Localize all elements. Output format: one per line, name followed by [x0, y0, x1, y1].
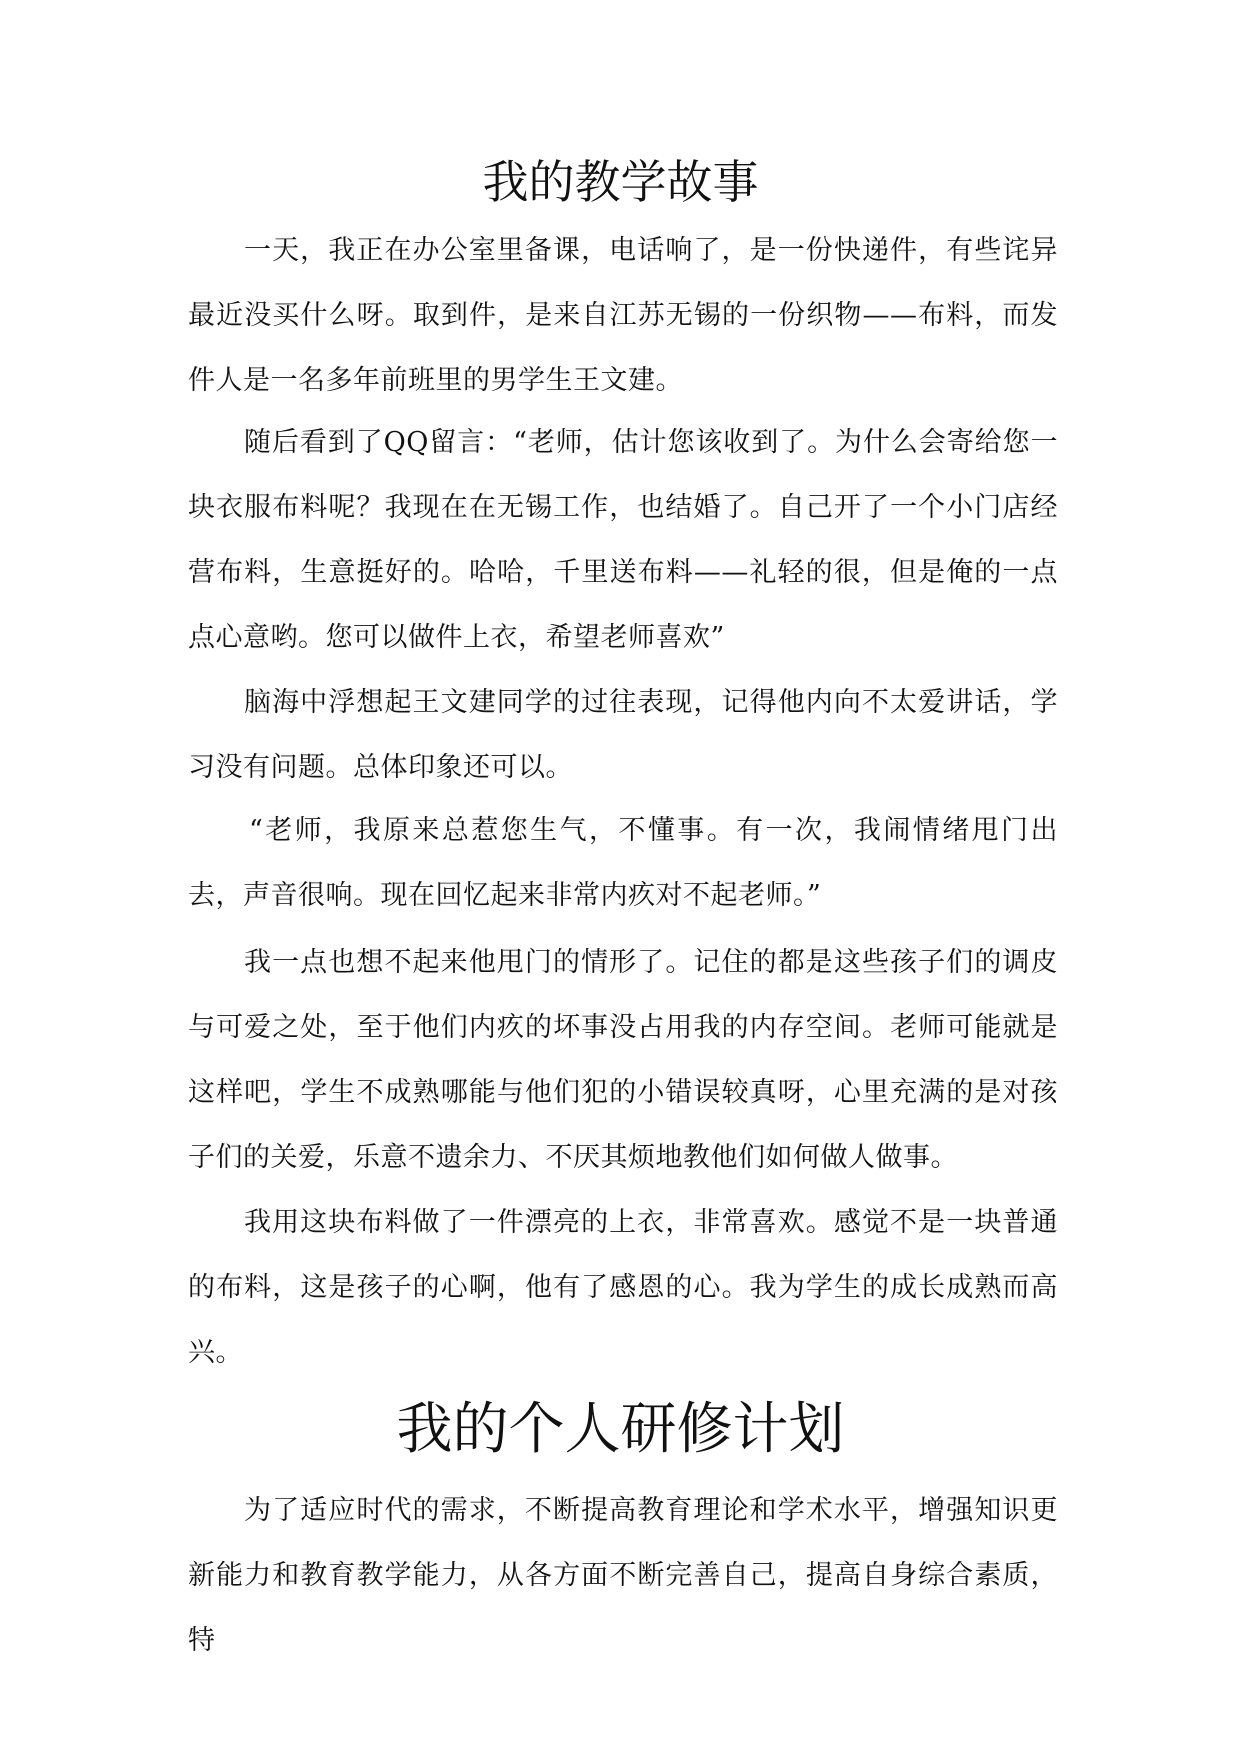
story-paragraph-6: 我用这块布料做了一件漂亮的上衣，非常喜欢。感觉不是一块普通的布料，这是孩子的心啊，他有了感恩的心。我为学生的成长成熟而高兴。 — [188, 1207, 1058, 1368]
story-paragraph-1: 一天，我正在办公室里备课，电话响了，是一份快递件，有些诧异最近没买什么呀。取到件，是来自江苏无锡的一份织物——布料，而发件人是一名多年前班里的男学生王文建。 — [188, 235, 1058, 396]
story-title: 我的教学故事 — [482, 155, 759, 209]
study-plan-title: 我的个人研修计划 — [396, 1397, 845, 1462]
story-paragraph-4: “老师，我原来总惹您生气，不懂事。有一次，我闹情绪甩门出去，声音很响。现在回忆起来非常内疚对不起老师。” — [188, 815, 1058, 911]
story-paragraph-3: 脑海中浮想起王文建同学的过往表现，记得他内向不太爱讲话，学习没有问题。总体印象还可以。 — [188, 687, 1058, 783]
study-plan-paragraph-1: 为了适应时代的需求，不断提高教育理论和学术水平，增强知识更新能力和教育教学能力，从各方面不断完善自己，提高自身综合素质，特 — [188, 1495, 1058, 1656]
story-paragraph-5: 我一点也想不起来他甩门的情形了。记住的都是这些孩子们的调皮与可爱之处，至于他们内疚的坏事没占用我的内存空间。老师可能就是这样吧，学生不成熟哪能与他们犯的小错误较真呀，心里充满的是对孩子们的关爱，乐意不遗余力、不厌其烦地教他们如何做人做事。 — [188, 947, 1058, 1173]
story-paragraph-2: 随后看到了QQ留言：“老师，估计您该收到了。为什么会寄给您一块衣服布料呢？我现在在无锡工作，也结婚了。自己开了一个小门店经营布料，生意挺好的。哈哈，千里送布料——礼轻的很，但是俺的一点点心意哟。您可以做件上衣，希望老师喜欢” — [188, 427, 1058, 653]
